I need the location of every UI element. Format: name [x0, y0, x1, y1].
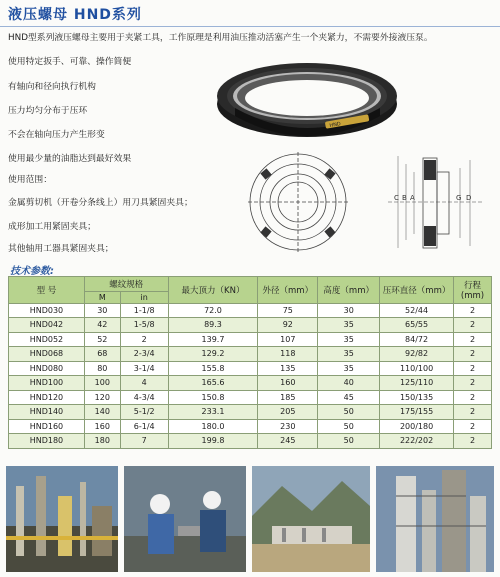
- application-photos: [6, 466, 494, 572]
- cell-ring: 52/44: [380, 303, 454, 318]
- cell-od: 135: [258, 361, 318, 376]
- cell-ring: 92/82: [380, 347, 454, 362]
- cell-inch: 7: [120, 434, 168, 449]
- cell-od: 160: [258, 376, 318, 391]
- hydropower-photo: [252, 466, 370, 572]
- cell-inch: 5-1/2: [120, 405, 168, 420]
- header-thread-m: M: [84, 291, 120, 303]
- cell-m: 42: [84, 318, 120, 333]
- spec-table: [8, 276, 492, 449]
- table-row: [9, 361, 492, 376]
- table-row: [9, 332, 492, 347]
- cell-stroke: 2: [454, 434, 492, 449]
- feature-line: 其他轴用工器具紧固夹具；: [8, 244, 114, 254]
- dimension-label: D: [466, 194, 472, 202]
- cell-od: 185: [258, 390, 318, 405]
- cell-h: 50: [318, 405, 380, 420]
- feature-line: 不会在轴向压力产生形变: [8, 130, 105, 140]
- cell-od: 92: [258, 318, 318, 333]
- dimension-label: C: [394, 194, 399, 202]
- cell-m: 140: [84, 405, 120, 420]
- refinery-photo: [6, 466, 118, 572]
- cell-inch: 1-1/8: [120, 303, 168, 318]
- feature-line: 成形加工用紧固夹具；: [8, 222, 96, 232]
- cell-ring: 175/155: [380, 405, 454, 420]
- header-height: 高度（mm）: [318, 277, 380, 304]
- cell-od: 245: [258, 434, 318, 449]
- page-title: 液压螺母 HND系列: [8, 7, 142, 23]
- feature-line: 使用范围：: [8, 175, 52, 185]
- industrial-tower-photo: [376, 466, 494, 572]
- ring-label: HND: [329, 121, 342, 130]
- cell-m: 180: [84, 434, 120, 449]
- cell-h: 50: [318, 434, 380, 449]
- cell-model: HND052: [9, 332, 85, 347]
- dimension-label: A: [410, 194, 415, 202]
- dimension-label: G: [456, 194, 462, 202]
- cell-h: 45: [318, 390, 380, 405]
- feature-line: 压力均匀分布于压环: [8, 106, 88, 116]
- cell-model: HND180: [9, 434, 85, 449]
- cell-m: 100: [84, 376, 120, 391]
- header-stroke: 行程(mm): [454, 277, 492, 304]
- cell-h: 35: [318, 318, 380, 333]
- table-row: [9, 419, 492, 434]
- cell-inch: 3-1/4: [120, 361, 168, 376]
- table-row: [9, 434, 492, 449]
- cell-stroke: 2: [454, 332, 492, 347]
- section-title: 技术参数:: [10, 266, 54, 277]
- cell-h: 35: [318, 332, 380, 347]
- table-row: [9, 390, 492, 405]
- cell-od: 205: [258, 405, 318, 420]
- feature-line: 使用特定扳手、可靠、操作简便: [8, 57, 132, 67]
- cell-stroke: 2: [454, 419, 492, 434]
- table-row: [9, 347, 492, 362]
- cell-inch: 6-1/4: [120, 419, 168, 434]
- cell-ring: 110/100: [380, 361, 454, 376]
- cell-force: 129.2: [168, 347, 258, 362]
- cell-model: HND100: [9, 376, 85, 391]
- cell-ring: 200/180: [380, 419, 454, 434]
- cell-model: HND030: [9, 303, 85, 318]
- cell-force: 150.8: [168, 390, 258, 405]
- cell-inch: 4: [120, 376, 168, 391]
- cell-stroke: 2: [454, 390, 492, 405]
- header-thread: 螺纹规格: [84, 277, 168, 292]
- cell-od: 118: [258, 347, 318, 362]
- cell-h: 35: [318, 347, 380, 362]
- feature-line: 使用最少量的油脂达到最好效果: [8, 154, 132, 164]
- cell-inch: 2: [120, 332, 168, 347]
- title-divider: [0, 26, 500, 27]
- cell-ring: 150/135: [380, 390, 454, 405]
- table-row: [9, 405, 492, 420]
- dimension-label: B: [402, 194, 407, 202]
- cell-model: HND140: [9, 405, 85, 420]
- cell-h: 35: [318, 361, 380, 376]
- cell-inch: 4-3/4: [120, 390, 168, 405]
- cell-model: HND120: [9, 390, 85, 405]
- cell-m: 68: [84, 347, 120, 362]
- cell-m: 120: [84, 390, 120, 405]
- cell-h: 40: [318, 376, 380, 391]
- cell-force: 180.0: [168, 419, 258, 434]
- cell-od: 230: [258, 419, 318, 434]
- table-row: [9, 303, 492, 318]
- cell-force: 199.8: [168, 434, 258, 449]
- cell-od: 107: [258, 332, 318, 347]
- cell-force: 72.0: [168, 303, 258, 318]
- cell-ring: 125/110: [380, 376, 454, 391]
- cell-model: HND080: [9, 361, 85, 376]
- cell-force: 155.8: [168, 361, 258, 376]
- cell-force: 233.1: [168, 405, 258, 420]
- cell-force: 165.6: [168, 376, 258, 391]
- cell-stroke: 2: [454, 361, 492, 376]
- cell-m: 160: [84, 419, 120, 434]
- cell-od: 75: [258, 303, 318, 318]
- header-ring-diameter: 压环直径（mm）: [380, 277, 454, 304]
- hydraulic-nut-photo: [215, 58, 400, 138]
- feature-line: 有轴向和径向执行机构: [8, 82, 96, 92]
- cell-inch: 2-3/4: [120, 347, 168, 362]
- workers-photo: [124, 466, 246, 572]
- cell-stroke: 2: [454, 376, 492, 391]
- cell-m: 30: [84, 303, 120, 318]
- cell-model: HND068: [9, 347, 85, 362]
- intro-text: HND型系列液压螺母主要用于夹紧工具，工作原理是利用油压推动活塞产生一个夹紧力，不需要外接液压泵。: [8, 33, 433, 43]
- cell-stroke: 2: [454, 405, 492, 420]
- cell-h: 50: [318, 419, 380, 434]
- cell-ring: 65/55: [380, 318, 454, 333]
- cell-stroke: 2: [454, 303, 492, 318]
- header-model: 型 号: [9, 277, 85, 304]
- table-row: [9, 318, 492, 333]
- table-row: [9, 376, 492, 391]
- header-force: 最大顶力（KN）: [168, 277, 258, 304]
- header-thread-in: in: [120, 291, 168, 303]
- cell-model: HND042: [9, 318, 85, 333]
- technical-drawing: [248, 148, 488, 256]
- cell-m: 80: [84, 361, 120, 376]
- cell-model: HND160: [9, 419, 85, 434]
- cell-stroke: 2: [454, 318, 492, 333]
- cell-m: 52: [84, 332, 120, 347]
- cell-ring: 222/202: [380, 434, 454, 449]
- header-outer-diameter: 外径（mm）: [258, 277, 318, 304]
- cell-inch: 1-5/8: [120, 318, 168, 333]
- cell-h: 30: [318, 303, 380, 318]
- cell-force: 89.3: [168, 318, 258, 333]
- cell-ring: 84/72: [380, 332, 454, 347]
- cell-stroke: 2: [454, 347, 492, 362]
- feature-line: 金属剪切机（开卷分条线上）用刀具紧固夹具；: [8, 198, 193, 208]
- cell-force: 139.7: [168, 332, 258, 347]
